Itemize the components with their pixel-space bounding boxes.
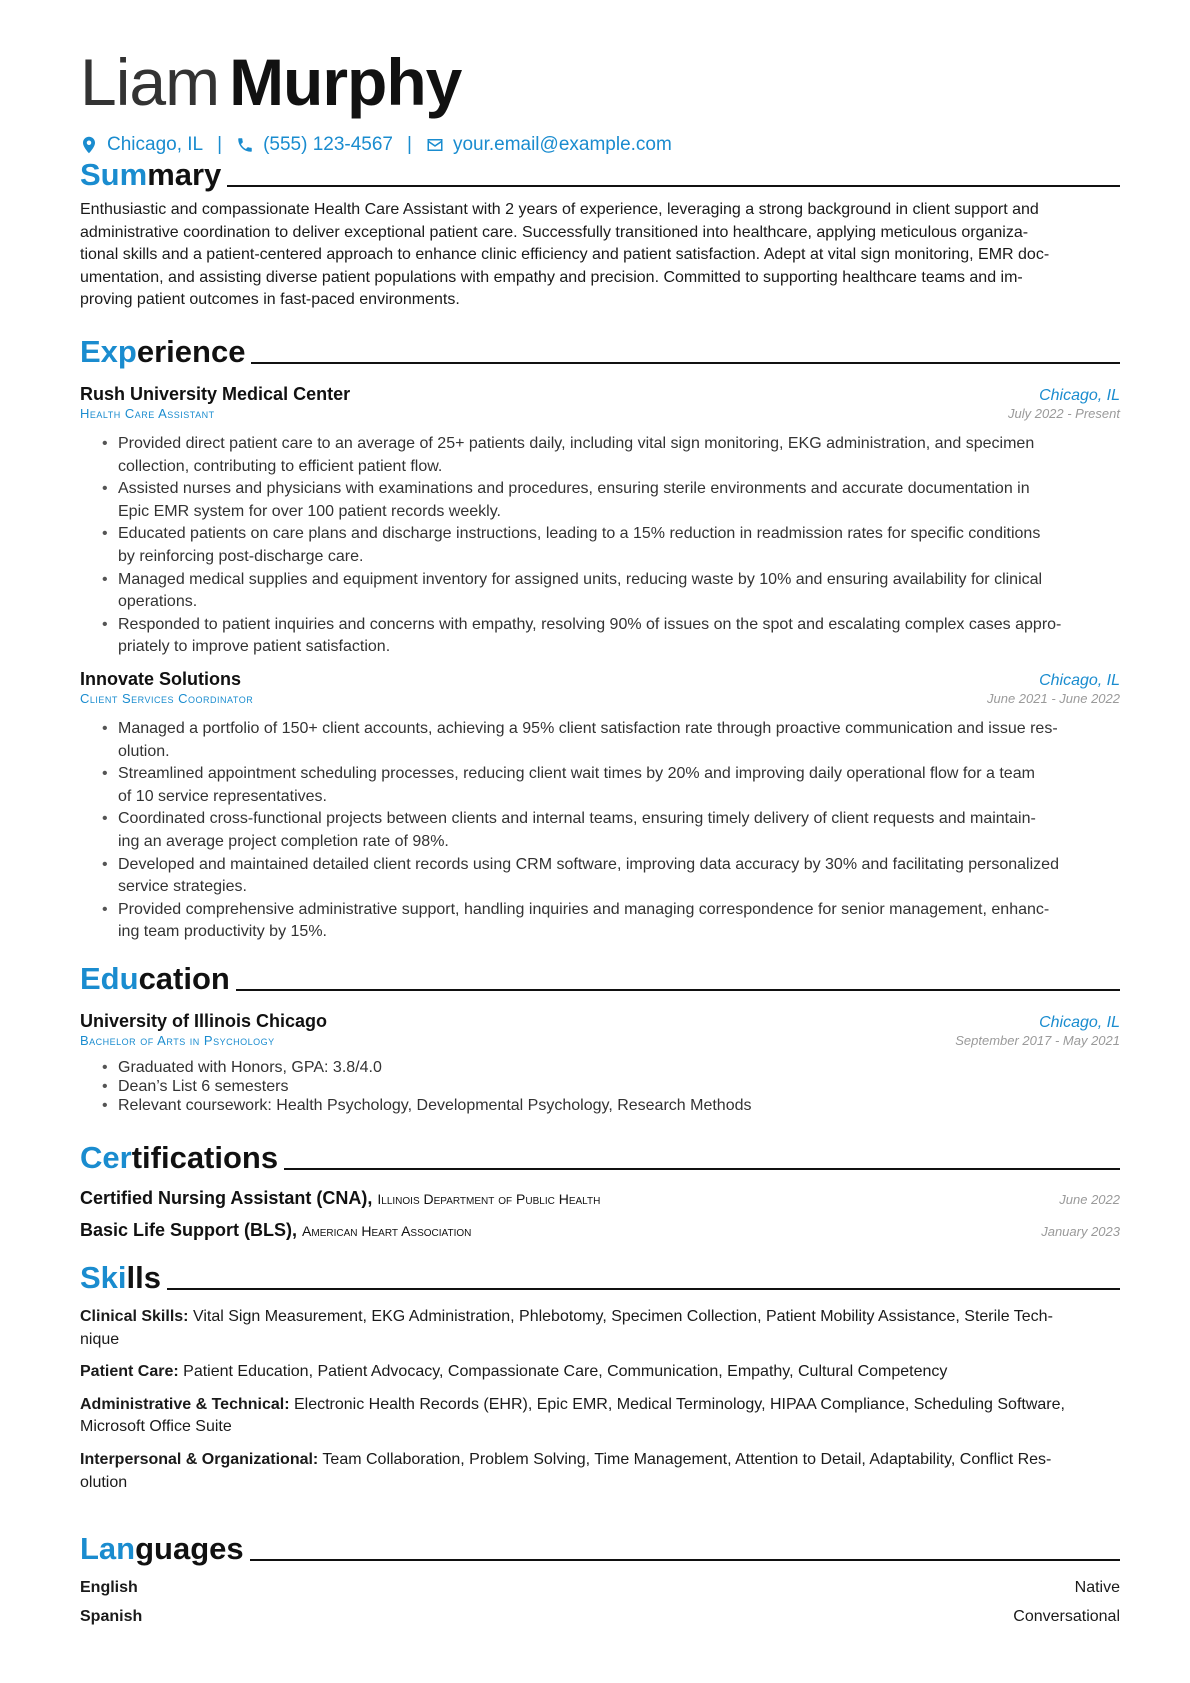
list-item: • Relevant coursework: Health Psychology, Developmental Psychology, Research Methods (80, 1096, 1120, 1115)
list-item: • Assisted nurses and physicians with examinations and procedures, ensuring sterile environments and accurate documentation in Epic EMR system for over 100 patient records weekly. (80, 478, 1120, 523)
section-title: Skills (80, 1260, 161, 1295)
employer-name: Rush University Medical Center (80, 384, 351, 404)
job-entry (80, 669, 1120, 944)
language-name: Spanish (80, 1608, 143, 1625)
skill-group: Patient Care: Patient Education, Patient Advocacy, Compassionate Care, Communication, Empathy, Cultural Competency (80, 1363, 948, 1381)
summary-section (80, 153, 1120, 312)
language-name: English (80, 1579, 138, 1596)
certification-item: Basic Life Support (BLS), American Heart Association January 2023 (80, 1220, 1120, 1240)
education-dates: September 2017 - May 2021 (955, 1033, 1120, 1048)
list-item: • Provided direct patient care to an average of 25+ patients daily, including vital sign monitoring, EKG administration, and specimen collection, contributing to efficient patient flow. (80, 433, 1120, 478)
list-item: • Responded to patient inquiries and concerns with empathy, resolving 90% of issues on the spot and escalating complex cases appro- priately to improve patient satisfaction. (80, 614, 1120, 659)
job-location: Chicago, IL (1039, 387, 1120, 404)
school-location: Chicago, IL (1039, 1014, 1120, 1031)
candidate-name (80, 42, 461, 122)
section-rule (227, 185, 1120, 187)
certification-date: January 2023 (1041, 1224, 1120, 1239)
skill-label: Administrative & Technical: (80, 1395, 290, 1413)
language-item (80, 1608, 1120, 1626)
education-entry (80, 1011, 1120, 1115)
section-heading (80, 153, 1120, 193)
list-item: • Developed and maintained detailed client records using CRM software, improving data accuracy by 30% and facilitating personalized service strategies. (80, 854, 1120, 899)
envelope-icon (426, 136, 444, 154)
separator: | (217, 134, 223, 155)
job-bullets (80, 433, 1120, 659)
skill-group: Interpersonal & Organizational: Team Collaboration, Problem Solving, Time Management, Attention to Detail, Adaptability, Conflict Res- olution (80, 1450, 1052, 1491)
education-section (80, 957, 1120, 1115)
employer-name: Innovate Solutions (80, 668, 242, 689)
certifications-section (80, 1136, 1120, 1241)
section-rule (251, 362, 1120, 364)
job-entry (80, 384, 1120, 659)
section-heading (80, 1256, 1120, 1296)
certification-name: Certified Nursing Assistant (CNA) (80, 1188, 368, 1208)
list-item: • Coordinated cross-functional projects between clients and internal teams, ensuring timely delivery of client requests and maintain- ing an average project completion rate of 98%. (80, 808, 1120, 853)
summary-text: Enthusiastic and compassionate Health Care Assistant with 2 years of experience, leveraging a strong background in client support and administrative coordination to deliver exceptional patient care. Successfully transitioned into healthcare, applying meticulous organiza- tional skills and a patient-centered approach to enhance clinic efficiency and patient satisfaction. Adept at vital sign monitoring, EMR doc- umentation, and assisting diverse patient populations with empathy and precision. Committed to supporting healthcare teams and im- proving patient outcomes in fast-paced environments. (80, 201, 1050, 309)
skills-section (80, 1256, 1120, 1494)
section-rule (236, 989, 1120, 991)
skill-group: Clinical Skills: Vital Sign Measurement, EKG Administration, Phlebotomy, Specimen Collection, Patient Mobility Assistance, Sterile Tech- nique (80, 1308, 1053, 1348)
job-title: Client Services Coordinator (80, 690, 254, 706)
job-title: Health Care Assistant (80, 406, 215, 421)
email-link[interactable]: your.email@example.com (452, 134, 672, 155)
degree: Bachelor of Arts in Psychology (80, 1033, 275, 1048)
section-title: Certifications (80, 1140, 279, 1175)
phone-icon (236, 136, 254, 154)
list-item: • Educated patients on care plans and discharge instructions, leading to a 15% reduction in readmission rates for specific conditions by reinforcing post-discharge care. (80, 523, 1120, 568)
section-title: Education (80, 961, 230, 996)
section-heading (80, 1527, 1120, 1567)
section-heading (80, 330, 1120, 370)
skill-label: Interpersonal & Organizational: (80, 1450, 319, 1468)
skill-label: Clinical Skills: (80, 1308, 189, 1325)
job-dates: June 2021 - June 2022 (987, 690, 1120, 706)
job-location: Chicago, IL (1039, 671, 1120, 689)
section-title: Experience (80, 334, 246, 369)
list-item: • Managed medical supplies and equipment inventory for assigned units, reducing waste by 10% and ensuring availability for clinical operations. (80, 569, 1120, 614)
certification-issuer: Illinois Department of Public Health (377, 1191, 601, 1207)
language-item (80, 1579, 1120, 1597)
skill-label: Patient Care: (80, 1363, 179, 1381)
section-rule (284, 1168, 1120, 1170)
job-dates: July 2022 - Present (1007, 406, 1120, 421)
list-item: • Provided comprehensive administrative support, handling inquiries and managing correspondence for senior management, enhanc- ing team productivity by 15%. (80, 899, 1120, 944)
list-item: • Dean’s List 6 semesters (80, 1077, 1120, 1096)
certification-issuer: American Heart Association (302, 1223, 472, 1239)
section-heading (80, 1136, 1120, 1176)
language-level: Conversational (1013, 1608, 1120, 1625)
phone-text[interactable]: (555) 123-4567 (263, 134, 393, 155)
language-level: Native (1074, 1579, 1120, 1596)
section-title: Summary (80, 157, 222, 192)
certification-date: June 2022 (1059, 1192, 1120, 1207)
skill-group: Administrative & Technical: Electronic Health Records (EHR), Epic EMR, Medical Terminology, HIPAA Compliance, Scheduling Software, Microsoft Office Suite (80, 1395, 1065, 1436)
experience-section (80, 330, 1120, 944)
education-bullets (80, 1058, 1120, 1115)
languages-section (80, 1527, 1120, 1626)
last-name: Murphy (229, 45, 462, 119)
job-bullets (80, 718, 1120, 944)
section-rule (250, 1559, 1120, 1561)
section-heading (80, 957, 1120, 997)
section-rule (167, 1288, 1120, 1290)
school-name: University of Illinois Chicago (80, 1011, 328, 1031)
section-title: Languages (80, 1531, 244, 1566)
list-item: • Managed a portfolio of 150+ client accounts, achieving a 95% client satisfaction rate through proactive communication and issue res- olution. (80, 718, 1120, 763)
list-item: • Graduated with Honors, GPA: 3.8/4.0 (80, 1058, 1120, 1077)
first-name: Liam (80, 45, 220, 119)
certification-name: Basic Life Support (BLS) (80, 1220, 293, 1240)
list-item: • Streamlined appointment scheduling processes, reducing client wait times by 20% and improving daily operational flow for a team of 10 service representatives. (80, 763, 1120, 808)
location-text: Chicago, IL (107, 134, 204, 155)
map-pin-icon (80, 136, 98, 154)
separator: | (407, 134, 412, 155)
certification-item: Certified Nursing Assistant (CNA), Illinois Department of Public Health June 2022 (80, 1188, 1120, 1208)
